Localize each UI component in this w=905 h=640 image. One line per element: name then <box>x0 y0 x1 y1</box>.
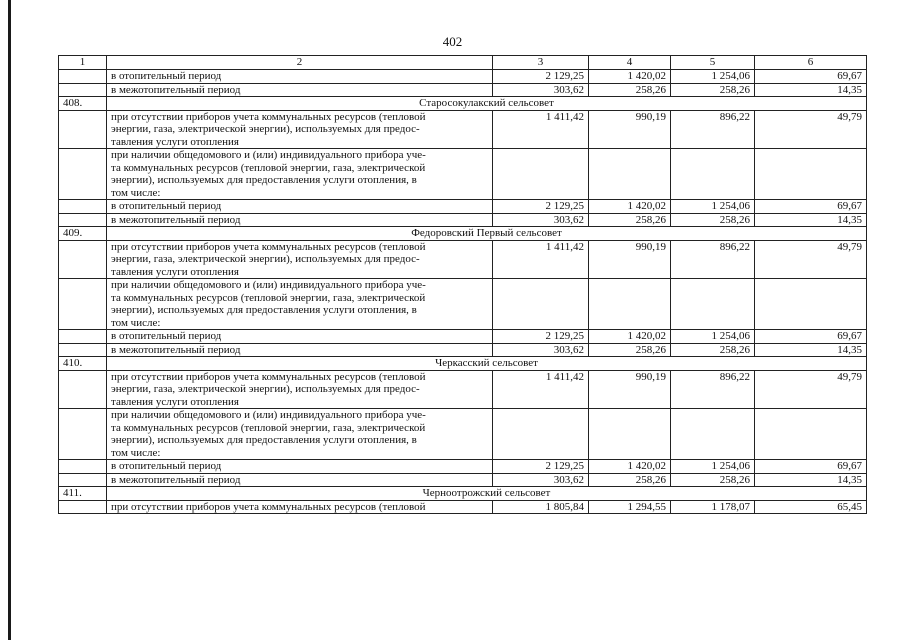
value-col-6: 69,67 <box>755 200 867 214</box>
empty-index-cell <box>59 240 107 279</box>
row-description <box>107 149 493 200</box>
with-meter-row <box>59 409 867 460</box>
value-col-5: 896,22 <box>671 240 755 279</box>
section-header-row <box>59 97 867 111</box>
description-line: энергии), используемых для предоставления услуги отопления, в <box>111 434 417 446</box>
value-col-5: 1 178,07 <box>671 500 755 514</box>
empty-value-cell <box>755 409 867 460</box>
empty-value-cell <box>671 409 755 460</box>
empty-index-cell <box>59 460 107 474</box>
value-col-6: 69,67 <box>755 460 867 474</box>
value-col-3: 2 129,25 <box>493 460 589 474</box>
empty-index-cell <box>59 330 107 344</box>
no-meter-row <box>59 110 867 149</box>
column-header: 5 <box>671 56 755 70</box>
description-line: тавления услуги отопления <box>111 395 239 408</box>
value-col-5: 258,26 <box>671 213 755 227</box>
value-col-4: 1 420,02 <box>589 330 671 344</box>
value-col-5: 258,26 <box>671 343 755 357</box>
value-col-3: 303,62 <box>493 343 589 357</box>
value-col-3: 1 411,42 <box>493 110 589 149</box>
empty-value-cell <box>589 149 671 200</box>
description-line: том числе: <box>111 446 161 459</box>
value-col-5: 896,22 <box>671 110 755 149</box>
description-line: при отсутствии приборов учета коммунальных ресурсов (тепловой <box>111 370 426 383</box>
empty-index-cell <box>59 370 107 409</box>
with-meter-row <box>59 149 867 200</box>
description-line: энергии), используемых для предоставления услуги отопления, в <box>111 304 417 316</box>
value-col-3: 303,62 <box>493 473 589 487</box>
row-description: в отопительный период <box>107 70 493 84</box>
row-description <box>107 110 493 149</box>
empty-index-cell <box>59 149 107 200</box>
section-header-row <box>59 357 867 371</box>
description-line: при отсутствии приборов учета коммунальных ресурсов (тепловой <box>111 110 426 123</box>
section-title: Черноотрожский сельсовет <box>107 487 867 501</box>
page-left-edge-bar <box>8 0 11 640</box>
value-col-4: 258,26 <box>589 473 671 487</box>
section-index: 410. <box>59 357 107 371</box>
offseason-period-row <box>59 343 867 357</box>
empty-index-cell <box>59 70 107 84</box>
heating-period-row <box>59 460 867 474</box>
value-col-3: 2 129,25 <box>493 200 589 214</box>
page-number: 402 <box>442 34 463 49</box>
description-line: энергии), используемых для предоставления услуги отопления, в <box>111 174 417 186</box>
offseason-period-row <box>59 83 867 97</box>
value-col-5: 258,26 <box>671 83 755 97</box>
value-col-4: 1 420,02 <box>589 460 671 474</box>
empty-index-cell <box>59 200 107 214</box>
row-description: в отопительный период <box>107 460 493 474</box>
value-col-4: 990,19 <box>589 240 671 279</box>
empty-value-cell <box>493 409 589 460</box>
column-header: 3 <box>493 56 589 70</box>
description-line: энергии, газа, электрической энергии), используемых для предос- <box>111 123 420 135</box>
column-number-row <box>59 56 867 70</box>
value-col-5: 896,22 <box>671 370 755 409</box>
section-header-row <box>59 487 867 501</box>
row-description <box>107 240 493 279</box>
column-header: 4 <box>589 56 671 70</box>
section-title: Старосокулакский сельсовет <box>107 97 867 111</box>
value-col-4: 258,26 <box>589 343 671 357</box>
description-line: энергии, газа, электрической энергии), используемых для предос- <box>111 383 420 395</box>
description-line: том числе: <box>111 186 161 199</box>
empty-value-cell <box>589 409 671 460</box>
value-col-4: 1 420,02 <box>589 200 671 214</box>
value-col-5: 258,26 <box>671 473 755 487</box>
empty-value-cell <box>493 279 589 330</box>
column-header: 6 <box>755 56 867 70</box>
description-line: энергии, газа, электрической энергии), используемых для предос- <box>111 253 420 265</box>
value-col-6: 49,79 <box>755 110 867 149</box>
empty-index-cell <box>59 500 107 514</box>
value-col-3: 303,62 <box>493 83 589 97</box>
row-description: в межотопительный период <box>107 213 493 227</box>
empty-index-cell <box>59 343 107 357</box>
value-col-4: 258,26 <box>589 83 671 97</box>
section-index: 409. <box>59 227 107 241</box>
row-description: в отопительный период <box>107 200 493 214</box>
value-col-4: 990,19 <box>589 370 671 409</box>
empty-value-cell <box>589 279 671 330</box>
value-col-6: 14,35 <box>755 83 867 97</box>
value-col-6: 69,67 <box>755 330 867 344</box>
description-line: та коммунальных ресурсов (тепловой энергии, газа, электрической <box>111 291 426 304</box>
empty-index-cell <box>59 110 107 149</box>
no-meter-row <box>59 240 867 279</box>
empty-value-cell <box>493 149 589 200</box>
empty-value-cell <box>755 279 867 330</box>
column-header: 2 <box>107 56 493 70</box>
value-col-3: 1 411,42 <box>493 370 589 409</box>
description-line: при наличии общедомового и (или) индивидуального прибора уче- <box>111 279 426 291</box>
section-index: 411. <box>59 487 107 501</box>
description-line: тавления услуги отопления <box>111 265 239 278</box>
row-description <box>107 279 493 330</box>
section-title: Черкасский сельсовет <box>107 357 867 371</box>
heating-period-row <box>59 330 867 344</box>
empty-index-cell <box>59 473 107 487</box>
offseason-period-row <box>59 473 867 487</box>
value-col-5: 1 254,06 <box>671 70 755 84</box>
offseason-period-row <box>59 213 867 227</box>
row-description <box>107 370 493 409</box>
value-col-6: 49,79 <box>755 240 867 279</box>
value-col-5: 1 254,06 <box>671 200 755 214</box>
description-line: та коммунальных ресурсов (тепловой энергии, газа, электрической <box>111 421 426 434</box>
empty-value-cell <box>671 279 755 330</box>
empty-index-cell <box>59 279 107 330</box>
empty-index-cell <box>59 213 107 227</box>
section-title: Федоровский Первый сельсовет <box>107 227 867 241</box>
row-description: в отопительный период <box>107 330 493 344</box>
description-line: при отсутствии приборов учета коммунальных ресурсов (тепловой <box>111 240 426 253</box>
empty-index-cell <box>59 409 107 460</box>
description-line: том числе: <box>111 316 161 329</box>
value-col-6: 65,45 <box>755 500 867 514</box>
value-col-3: 1 411,42 <box>493 240 589 279</box>
with-meter-row <box>59 279 867 330</box>
heating-period-row <box>59 200 867 214</box>
column-header: 1 <box>59 56 107 70</box>
empty-value-cell <box>755 149 867 200</box>
description-line: при отсутствии приборов учета коммунальных ресурсов (тепловой <box>111 500 426 513</box>
value-col-4: 1 294,55 <box>589 500 671 514</box>
value-col-6: 14,35 <box>755 213 867 227</box>
value-col-6: 49,79 <box>755 370 867 409</box>
row-description <box>107 409 493 460</box>
value-col-6: 14,35 <box>755 343 867 357</box>
no-meter-row <box>59 370 867 409</box>
heating-period-row <box>59 70 867 84</box>
description-line: та коммунальных ресурсов (тепловой энергии, газа, электрической <box>111 161 426 174</box>
value-col-6: 69,67 <box>755 70 867 84</box>
value-col-4: 1 420,02 <box>589 70 671 84</box>
section-header-row <box>59 227 867 241</box>
value-col-4: 990,19 <box>589 110 671 149</box>
description-line: при наличии общедомового и (или) индивидуального прибора уче- <box>111 149 426 161</box>
section-index: 408. <box>59 97 107 111</box>
value-col-4: 258,26 <box>589 213 671 227</box>
row-description: в межотопительный период <box>107 343 493 357</box>
value-col-3: 1 805,84 <box>493 500 589 514</box>
empty-index-cell <box>59 83 107 97</box>
value-col-3: 303,62 <box>493 213 589 227</box>
value-col-6: 14,35 <box>755 473 867 487</box>
value-col-5: 1 254,06 <box>671 330 755 344</box>
no-meter-row <box>59 500 867 514</box>
value-col-5: 1 254,06 <box>671 460 755 474</box>
value-col-3: 2 129,25 <box>493 330 589 344</box>
value-col-3: 2 129,25 <box>493 70 589 84</box>
description-line: тавления услуги отопления <box>111 135 239 148</box>
row-description: в межотопительный период <box>107 473 493 487</box>
empty-value-cell <box>671 149 755 200</box>
row-description <box>107 500 493 514</box>
row-description: в межотопительный период <box>107 83 493 97</box>
tariff-table <box>58 55 867 514</box>
description-line: при наличии общедомового и (или) индивидуального прибора уче- <box>111 409 426 421</box>
